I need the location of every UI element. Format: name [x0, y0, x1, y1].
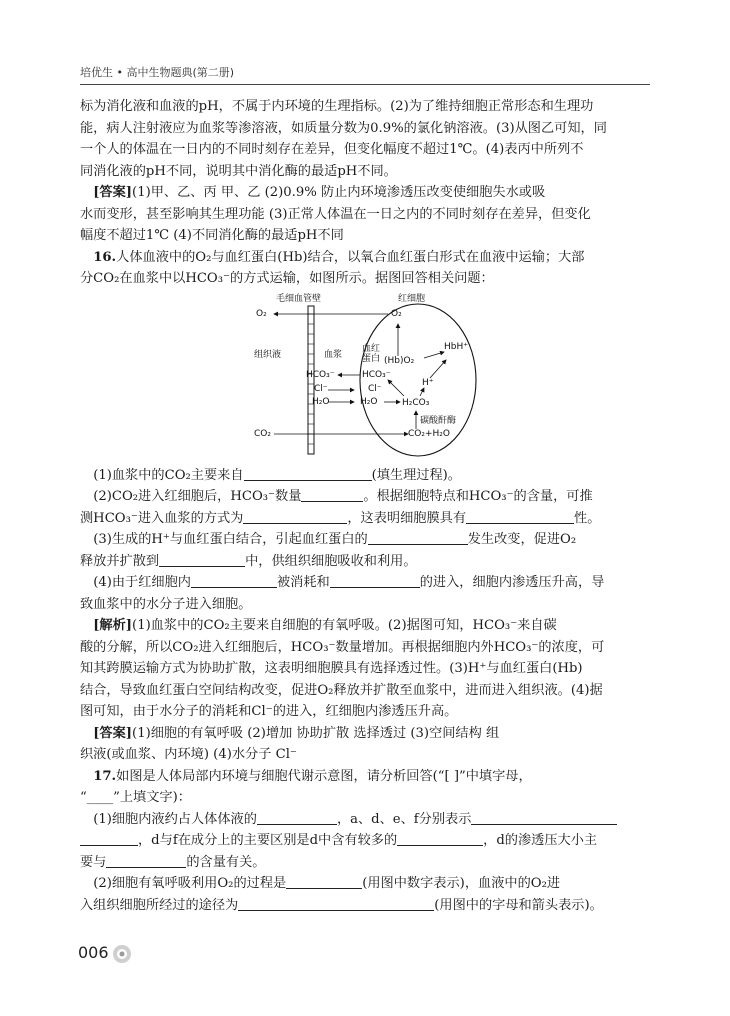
q16-sub3-cont	[80, 551, 650, 573]
q17-sub1-text: ，d与f在成分上的主要区别是d中含有较多的	[138, 833, 398, 848]
publisher-logo-icon	[112, 944, 132, 964]
hco3-plasma-label: HCO₃⁻	[306, 369, 335, 380]
blood-gas-transport-diagram	[248, 294, 508, 459]
q16-answer-line	[80, 723, 650, 745]
q17-sub2-cont	[80, 895, 650, 917]
q17-stem-line	[80, 766, 650, 788]
hbh-label: HbH⁺	[444, 341, 468, 352]
q16-stem-line	[80, 247, 650, 269]
q16-analysis-line: 知其跨膜运输方式为协助扩散，这表明细胞膜具有选择透过性。(3)H⁺与血红蛋白(Hb)	[80, 661, 583, 676]
answer-blank[interactable]	[368, 530, 468, 545]
q17-sub1-text: (1)细胞内液约占人体体液的	[93, 811, 257, 827]
q16-sub4-text: 的进入，细胞内渗透压升高，导	[419, 575, 605, 590]
o2-tissue-label: O₂	[256, 308, 267, 319]
answer-tag: [答案]	[93, 725, 133, 741]
analysis-text: (1)血浆中的CO₂主要来自细胞的有氧呼吸。(2)据图可知，HCO₃⁻来自碳	[132, 618, 557, 633]
cl-cell-label: Cl⁻	[368, 383, 382, 394]
hco3-cell-label: HCO₃⁻	[362, 369, 391, 380]
q16-sub2	[80, 486, 650, 508]
prev-explanation-line: 能，病人注射液应为血浆等渗溶液，如质量分数为0.9%的氯化钠溶液。(3)从图乙可知，同	[80, 120, 607, 136]
q16-sub2-text: ，这表明细胞膜具有	[347, 510, 467, 526]
question-number: 16.	[93, 249, 117, 265]
co2-h2o-label: CO₂+H₂O	[408, 428, 450, 439]
answer-blank[interactable]	[466, 509, 574, 524]
q16-sub3-text: 释放并扩散到	[80, 553, 160, 569]
q16-stem-line: 分CO₂在血浆中以HCO₃⁻的方式运输，如图所示。据图回答相关问题：	[80, 271, 494, 286]
answer-blank[interactable]	[243, 509, 347, 524]
answer-blank[interactable]	[106, 853, 186, 868]
q16-analysis-line	[80, 615, 650, 637]
q16-sub4	[80, 572, 650, 594]
prev-answer-line: 水而变形，甚至影响其生理功能 (3)正常人体温在一日之内的不同时刻存在差异，但变化	[80, 206, 591, 222]
answer-blank[interactable]	[80, 831, 138, 846]
co2-tissue-label: CO₂	[254, 428, 271, 439]
hemoglobin-label: 蛋白	[362, 353, 381, 364]
q17-sub1-text: 要与	[80, 854, 107, 870]
page-body	[80, 96, 650, 916]
answer-blank[interactable]	[238, 896, 434, 911]
answer-blank[interactable]	[301, 487, 363, 502]
answer-blank[interactable]	[191, 573, 277, 588]
q17-sub2-text: (用图中的字母和箭头表示)。	[434, 897, 603, 913]
h-plus-label: H⁺	[422, 377, 434, 388]
q16-sub4-text: (4)由于红细胞内	[93, 575, 191, 590]
hbo2-label: (Hb)O₂	[384, 355, 415, 366]
capillary-wall	[308, 306, 314, 454]
q16-stem-text: 人体血液中的O₂与血红蛋白(Hb)结合，以氧合血红蛋白形式在血液中运输；大部	[116, 249, 585, 265]
q16-sub2-cont	[80, 508, 650, 530]
answer-blank[interactable]	[397, 831, 483, 846]
prev-explanation-line: 标为消化液和血液的pH，不属于内环境的生理指标。(2)为了维持细胞正常形态和生理功	[80, 99, 594, 114]
answer-tag: [答案]	[93, 185, 133, 200]
q16-analysis-line: 酸的分解，所以CO₂进入红细胞后，HCO₃⁻数量增加。再根据细胞内外HCO₃⁻的浓度，可	[80, 639, 605, 655]
q16-sub3-text: 中，供组织细胞吸收和利用。	[245, 553, 417, 569]
answer-blank[interactable]	[330, 573, 420, 588]
q16-analysis-line: 图可知，由于水分子的消耗和Cl⁻的进入，红细胞内渗透压升高。	[80, 704, 458, 719]
q17-stem-line: “____”上填文字)：	[80, 790, 191, 805]
q17-sub2-text: (2)细胞有氧呼吸利用O₂的过程是	[93, 876, 287, 891]
q16-sub1-text: (填生理过程)。	[371, 467, 461, 483]
q17-stem-text: 如图是人体局部内环境与细胞代谢示意图，请分析回答(“[ ]”中填字母，	[116, 768, 532, 784]
q16-sub3	[80, 529, 650, 551]
h2co3-label: H₂CO₃	[402, 397, 430, 408]
plasma-label: 血浆	[324, 349, 343, 360]
header-rule	[80, 84, 650, 85]
answer-blank[interactable]	[471, 810, 617, 825]
hemoglobin-label: 血红	[362, 343, 381, 354]
prev-answer-line	[80, 182, 650, 204]
q17-sub2-text: (用图中数字表示)，血液中的O₂进	[362, 876, 561, 891]
q17-sub1-cont	[80, 830, 650, 852]
prev-explanation-line: 同消化液的pH不同，说明其中消化酶的最适pH不同。	[80, 163, 397, 179]
q17-sub1-text: ，a、d、e、f分别表示	[336, 811, 472, 827]
h2o-cell-label: H₂O	[360, 396, 378, 407]
q16-sub3-text: 发生改变，促进O₂	[467, 532, 577, 547]
answer-text: (1)细胞的有氧呼吸 (2)增加 协助扩散 选择透过 (3)空间结构 组	[132, 725, 500, 741]
answer-blank[interactable]	[159, 552, 245, 567]
carbonic-anhydrase-label: 碳酸酐酶	[420, 415, 457, 426]
q16-sub2-text: 测HCO₃⁻进入血浆的方式为	[80, 510, 244, 526]
q16-sub2-text: 。根据细胞特点和HCO₃⁻的含量，可推	[363, 489, 593, 504]
q16-answer-line: 织液(或血浆、内环境) (4)水分子 Cl⁻	[80, 747, 297, 762]
h2o-plasma-label: H₂O	[312, 396, 330, 407]
q17-sub1-text: ，d的渗透压大小主	[483, 833, 598, 848]
answer-blank[interactable]	[244, 466, 372, 481]
prev-answer-line: 幅度不超过1℃ (4)不同消化酶的最适pH不同	[80, 228, 344, 243]
capillary-wall-label: 毛细血管壁	[276, 293, 322, 304]
q17-sub1-text: 的含量有关。	[186, 854, 266, 870]
q16-sub2-text: (2)CO₂进入红细胞后，HCO₃⁻数量	[93, 489, 302, 504]
cl-plasma-label: Cl⁻	[314, 383, 328, 394]
q17-sub1-cont	[80, 852, 650, 874]
q17-sub2-text: 入组织细胞所经过的途径为	[80, 897, 239, 913]
q16-analysis-line: 结合，导致血红蛋白空间结构改变，促进O₂释放并扩散至血浆中，进而进入组织液。(4)据	[80, 682, 603, 698]
q16-sub2-text: 性。	[574, 510, 601, 526]
q16-sub4-cont: 致血浆中的水分子进入细胞。	[80, 596, 252, 612]
answer-text: (1)甲、乙、丙 甲、乙 (2)0.9% 防止内环境渗透压改变使细胞失水或吸	[132, 185, 546, 200]
question-number: 17.	[93, 768, 117, 784]
analysis-tag: [解析]	[93, 618, 133, 633]
prev-explanation-line: 一个人的体温在一日内的不同时刻存在差异，但变化幅度不超过1℃。(4)表丙中所列不	[80, 142, 584, 157]
o2-cell-label: O₂	[391, 308, 402, 319]
q16-sub4-text: 被消耗和	[277, 575, 330, 590]
q16-sub1-text: (1)血浆中的CO₂主要来自	[93, 467, 244, 483]
q17-sub1	[80, 809, 650, 831]
tissue-fluid-label: 组织液	[254, 349, 282, 360]
rbc-label: 红细胞	[398, 293, 426, 304]
page-number: 006	[78, 943, 109, 962]
q16-sub1	[80, 465, 650, 487]
answer-blank[interactable]	[286, 874, 362, 889]
running-header: 培优生 • 高中生物题典(第二册)	[80, 66, 235, 79]
answer-blank[interactable]	[257, 810, 337, 825]
q17-sub2	[80, 873, 650, 895]
q16-sub3-text: (3)生成的H⁺与血红蛋白结合，引起血红蛋白的	[93, 532, 368, 547]
